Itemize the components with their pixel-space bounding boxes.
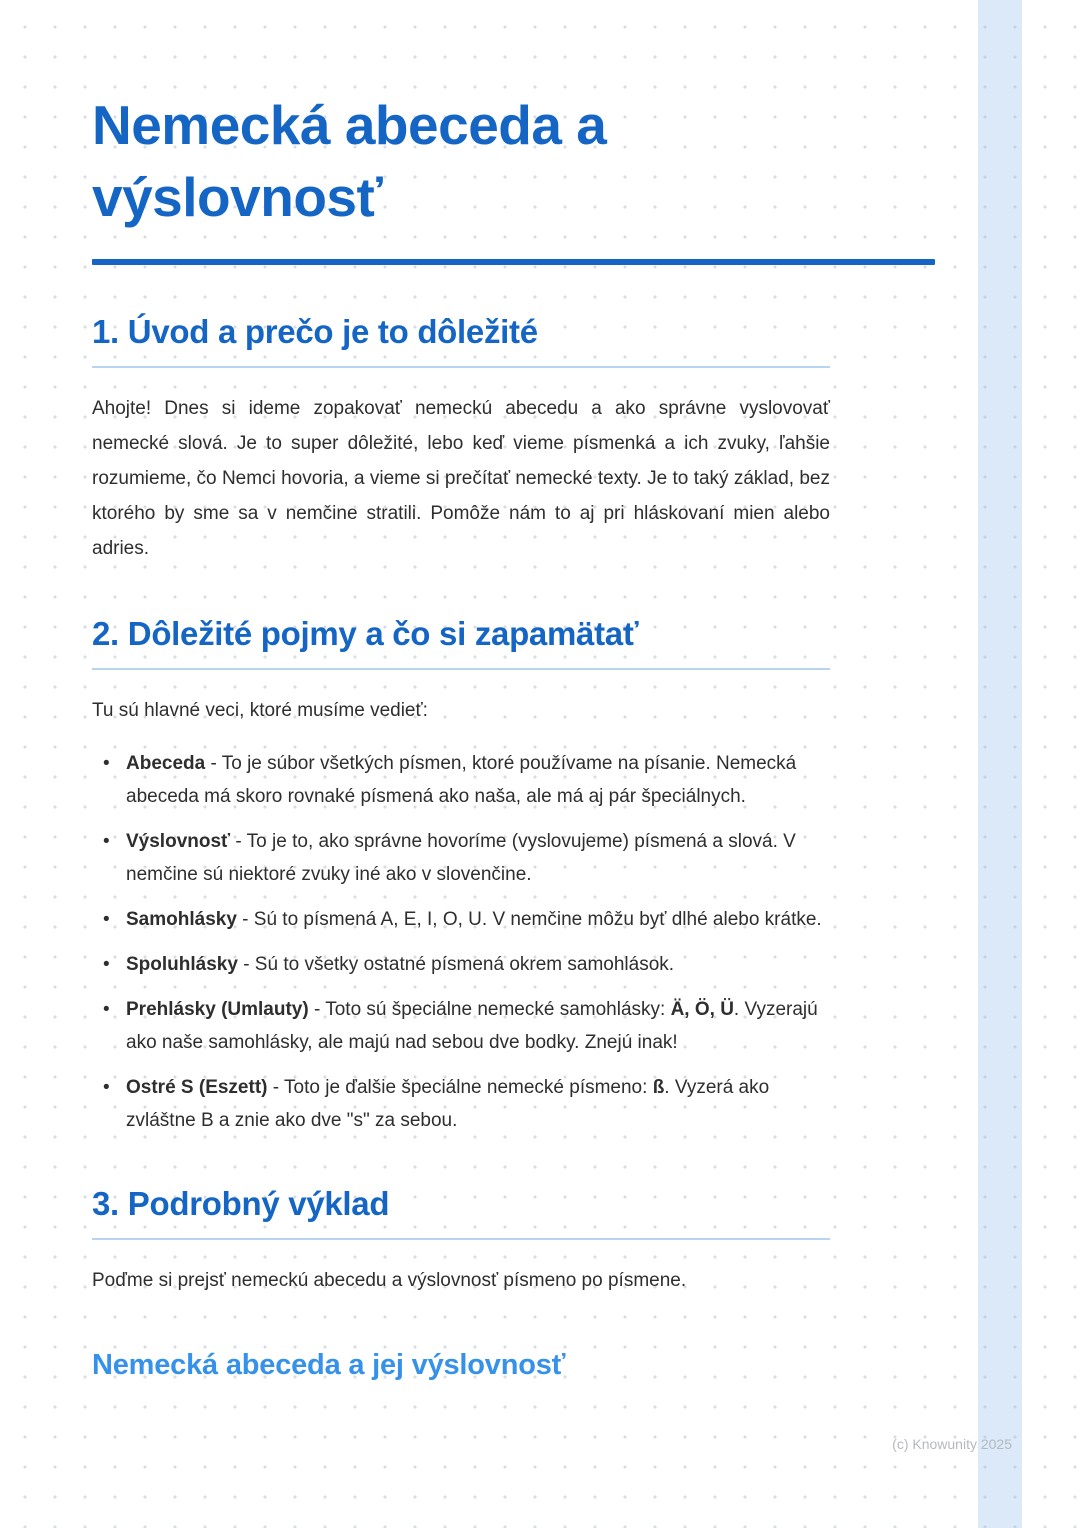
concept-text: - Toto sú špeciálne nemecké samohlásky: bbox=[308, 999, 671, 1020]
section-divider bbox=[92, 366, 830, 368]
concept-term: Abeceda bbox=[126, 752, 206, 774]
section-divider bbox=[92, 668, 830, 670]
concept-text: - Toto je ďalšie špeciálne nemecké písmeno: bbox=[267, 1077, 653, 1099]
detail-paragraph: Poďme si prejsť nemeckú abecedu a výslovnosť písmeno po písmene. bbox=[92, 1270, 687, 1292]
concept-text: - To je súbor všetkých písmen, ktoré používame na písanie. Nemecká abeceda má skoro rovnaké písmená ako naša, ale má aj pár špeciálnych. bbox=[126, 752, 797, 807]
concept-term: Prehlásky (Umlauty) bbox=[126, 999, 309, 1020]
section-concepts bbox=[92, 615, 935, 1137]
concepts-list bbox=[92, 747, 830, 1137]
sub-heading-alphabet: Nemecká abeceda a jej výslovnosť bbox=[92, 1349, 566, 1382]
section-heading-1: 1. Úvod a prečo je to dôležité bbox=[92, 313, 538, 350]
concept-term: Spoluhlásky bbox=[126, 953, 238, 975]
concept-term: ß bbox=[652, 1077, 665, 1099]
list-item bbox=[92, 993, 830, 1059]
concept-term: Ä, Ö, Ü bbox=[670, 999, 734, 1020]
concept-term: Samohlásky bbox=[126, 908, 237, 930]
concept-text: . Vyzerá ako zvláštne B a znie ako dve "s" za sebou. bbox=[126, 1077, 770, 1132]
intro-paragraph: Ahojte! Dnes si ideme zopakovať nemeckú abecedu a ako správne vyslovovať nemecké slová. Je to super dôležité, lebo keď vieme písmenká a ich zvuky, ľahšie rozumieme, čo Nemci hovoria, a vieme si prečítať nemecké texty. Je to taký základ, bez ktorého by sme sa v nemčine stratili. Pomôže nám to aj pri hláskovaní mien alebo adries. bbox=[92, 398, 830, 559]
page-title: Nemecká abeceda a výslovnosť bbox=[92, 94, 607, 228]
concepts-intro: Tu sú hlavné veci, ktoré musíme vedieť: bbox=[92, 699, 428, 721]
concept-text: . Vyzerajú ako naše samohlásky, ale majú nad sebou dve bodky. Znejú inak! bbox=[126, 999, 818, 1054]
list-item bbox=[92, 1071, 830, 1137]
section-divider bbox=[92, 1238, 830, 1240]
list-item bbox=[92, 825, 830, 891]
decorative-right-stripe bbox=[978, 0, 1022, 1528]
section-detail bbox=[92, 1185, 935, 1382]
concept-text: - Sú to písmená A, E, I, O, U. V nemčine môžu byť dlhé alebo krátke. bbox=[236, 908, 822, 930]
title-divider bbox=[92, 259, 935, 265]
list-item bbox=[92, 948, 830, 981]
concept-text: - To je to, ako správne hovoríme (vyslovujeme) písmená a slová. V nemčine sú niektoré zvuky iné ako v slovenčine. bbox=[126, 830, 796, 885]
section-heading-2: 2. Dôležité pojmy a čo si zapamätať bbox=[92, 614, 639, 652]
list-item bbox=[92, 903, 830, 936]
section-intro bbox=[92, 313, 935, 567]
concept-text: - Sú to všetky ostatné písmená okrem samohlások. bbox=[237, 953, 675, 975]
copyright-note: (c) Knowunity 2025 bbox=[892, 1436, 1012, 1452]
section-heading-3: 3. Podrobný výklad bbox=[92, 1185, 390, 1223]
concept-term: Výslovnosť bbox=[126, 830, 231, 852]
concept-term: Ostré S (Eszett) bbox=[126, 1077, 268, 1099]
list-item bbox=[92, 747, 830, 813]
